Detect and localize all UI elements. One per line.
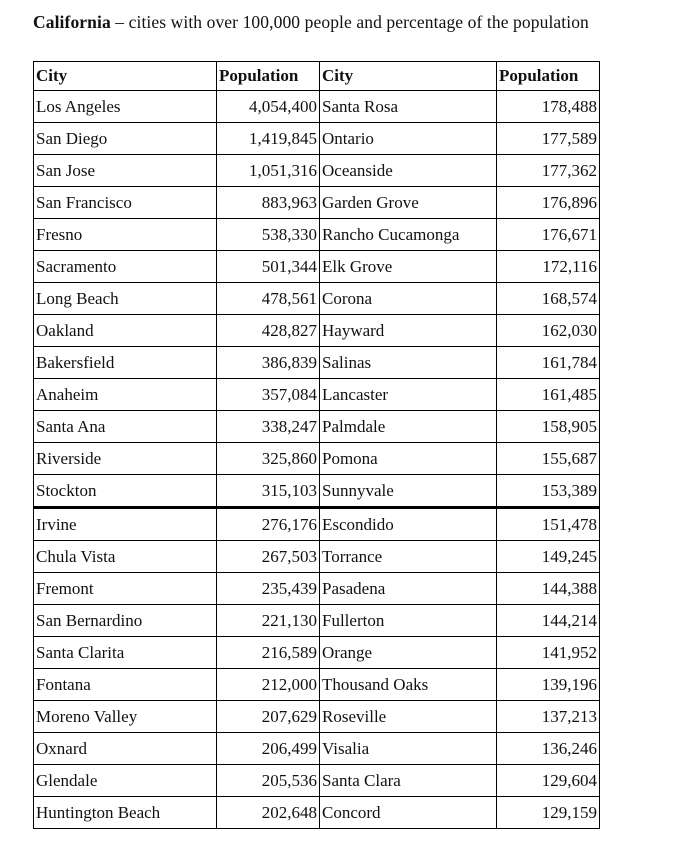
city-cell: Long Beach: [34, 283, 217, 315]
city-cell: Palmdale: [320, 411, 497, 443]
population-cell: 357,084: [217, 379, 320, 411]
table-row: [34, 701, 600, 733]
table-row: [34, 475, 600, 508]
population-cell: 207,629: [217, 701, 320, 733]
population-cell: 129,159: [497, 797, 600, 829]
city-cell: Fremont: [34, 573, 217, 605]
population-cell: 153,389: [497, 475, 600, 508]
city-cell: Salinas: [320, 347, 497, 379]
table-row: [34, 155, 600, 187]
city-cell: Santa Clara: [320, 765, 497, 797]
city-cell: Ontario: [320, 123, 497, 155]
city-cell: Pomona: [320, 443, 497, 475]
population-cell: 212,000: [217, 669, 320, 701]
city-cell: Oakland: [34, 315, 217, 347]
table-row: [34, 508, 600, 541]
table-row: [34, 733, 600, 765]
population-cell: 202,648: [217, 797, 320, 829]
population-cell: 162,030: [497, 315, 600, 347]
population-cell: 1,051,316: [217, 155, 320, 187]
table-row: [34, 219, 600, 251]
cities-table: [33, 61, 600, 829]
city-cell: Stockton: [34, 475, 217, 508]
title-state: California: [33, 12, 111, 32]
population-cell: 177,589: [497, 123, 600, 155]
population-cell: 155,687: [497, 443, 600, 475]
header-population-left: Population: [217, 62, 320, 91]
population-cell: 177,362: [497, 155, 600, 187]
table-row: [34, 347, 600, 379]
population-cell: 338,247: [217, 411, 320, 443]
city-cell: San Bernardino: [34, 605, 217, 637]
population-cell: 4,054,400: [217, 91, 320, 123]
table-row: [34, 443, 600, 475]
table-row: [34, 283, 600, 315]
population-cell: 144,214: [497, 605, 600, 637]
population-cell: 1,419,845: [217, 123, 320, 155]
population-cell: 161,784: [497, 347, 600, 379]
city-cell: Rancho Cucamonga: [320, 219, 497, 251]
population-cell: 136,246: [497, 733, 600, 765]
population-cell: 205,536: [217, 765, 320, 797]
population-cell: 176,671: [497, 219, 600, 251]
city-cell: Riverside: [34, 443, 217, 475]
city-cell: Concord: [320, 797, 497, 829]
population-cell: 883,963: [217, 187, 320, 219]
population-cell: 501,344: [217, 251, 320, 283]
population-cell: 267,503: [217, 541, 320, 573]
header-row: [34, 62, 600, 91]
table-body: [34, 91, 600, 829]
city-cell: Moreno Valley: [34, 701, 217, 733]
city-cell: Corona: [320, 283, 497, 315]
city-cell: Fullerton: [320, 605, 497, 637]
population-cell: 235,439: [217, 573, 320, 605]
city-cell: Roseville: [320, 701, 497, 733]
table-row: [34, 637, 600, 669]
city-cell: Hayward: [320, 315, 497, 347]
population-cell: 276,176: [217, 508, 320, 541]
city-cell: Anaheim: [34, 379, 217, 411]
population-cell: 221,130: [217, 605, 320, 637]
city-cell: Fontana: [34, 669, 217, 701]
population-cell: 149,245: [497, 541, 600, 573]
population-cell: 137,213: [497, 701, 600, 733]
table-row: [34, 669, 600, 701]
city-cell: Santa Ana: [34, 411, 217, 443]
population-cell: 178,488: [497, 91, 600, 123]
city-cell: Oxnard: [34, 733, 217, 765]
city-cell: Oceanside: [320, 155, 497, 187]
population-cell: 168,574: [497, 283, 600, 315]
population-cell: 315,103: [217, 475, 320, 508]
city-cell: San Francisco: [34, 187, 217, 219]
city-cell: Huntington Beach: [34, 797, 217, 829]
table-row: [34, 573, 600, 605]
population-cell: 144,388: [497, 573, 600, 605]
population-cell: 325,860: [217, 443, 320, 475]
city-cell: Chula Vista: [34, 541, 217, 573]
header-population-right: Population: [497, 62, 600, 91]
city-cell: Sacramento: [34, 251, 217, 283]
population-cell: 478,561: [217, 283, 320, 315]
table-row: [34, 411, 600, 443]
city-cell: Santa Clarita: [34, 637, 217, 669]
population-cell: 129,604: [497, 765, 600, 797]
population-cell: 172,116: [497, 251, 600, 283]
city-cell: Glendale: [34, 765, 217, 797]
city-cell: San Diego: [34, 123, 217, 155]
table-row: [34, 251, 600, 283]
population-cell: 151,478: [497, 508, 600, 541]
header-city-right: City: [320, 62, 497, 91]
city-cell: Escondido: [320, 508, 497, 541]
population-cell: 216,589: [217, 637, 320, 669]
city-cell: Thousand Oaks: [320, 669, 497, 701]
table-row: [34, 91, 600, 123]
city-cell: Lancaster: [320, 379, 497, 411]
page-title: [33, 12, 589, 33]
table-row: [34, 315, 600, 347]
header-city-left: City: [34, 62, 217, 91]
table-row: [34, 379, 600, 411]
table-row: [34, 765, 600, 797]
table-row: [34, 541, 600, 573]
city-cell: Sunnyvale: [320, 475, 497, 508]
city-cell: Visalia: [320, 733, 497, 765]
population-cell: 176,896: [497, 187, 600, 219]
city-cell: Los Angeles: [34, 91, 217, 123]
population-cell: 139,196: [497, 669, 600, 701]
city-cell: Pasadena: [320, 573, 497, 605]
table-row: [34, 123, 600, 155]
table-row: [34, 797, 600, 829]
population-cell: 158,905: [497, 411, 600, 443]
city-cell: Torrance: [320, 541, 497, 573]
population-cell: 428,827: [217, 315, 320, 347]
city-cell: Garden Grove: [320, 187, 497, 219]
city-cell: Elk Grove: [320, 251, 497, 283]
population-cell: 386,839: [217, 347, 320, 379]
population-cell: 141,952: [497, 637, 600, 669]
table-row: [34, 605, 600, 637]
city-cell: San Jose: [34, 155, 217, 187]
city-cell: Bakersfield: [34, 347, 217, 379]
population-cell: 206,499: [217, 733, 320, 765]
population-cell: 161,485: [497, 379, 600, 411]
city-cell: Irvine: [34, 508, 217, 541]
city-cell: Fresno: [34, 219, 217, 251]
population-cell: 538,330: [217, 219, 320, 251]
city-cell: Orange: [320, 637, 497, 669]
city-cell: Santa Rosa: [320, 91, 497, 123]
title-description: – cities with over 100,000 people and percentage of the population: [110, 12, 589, 32]
table-row: [34, 187, 600, 219]
